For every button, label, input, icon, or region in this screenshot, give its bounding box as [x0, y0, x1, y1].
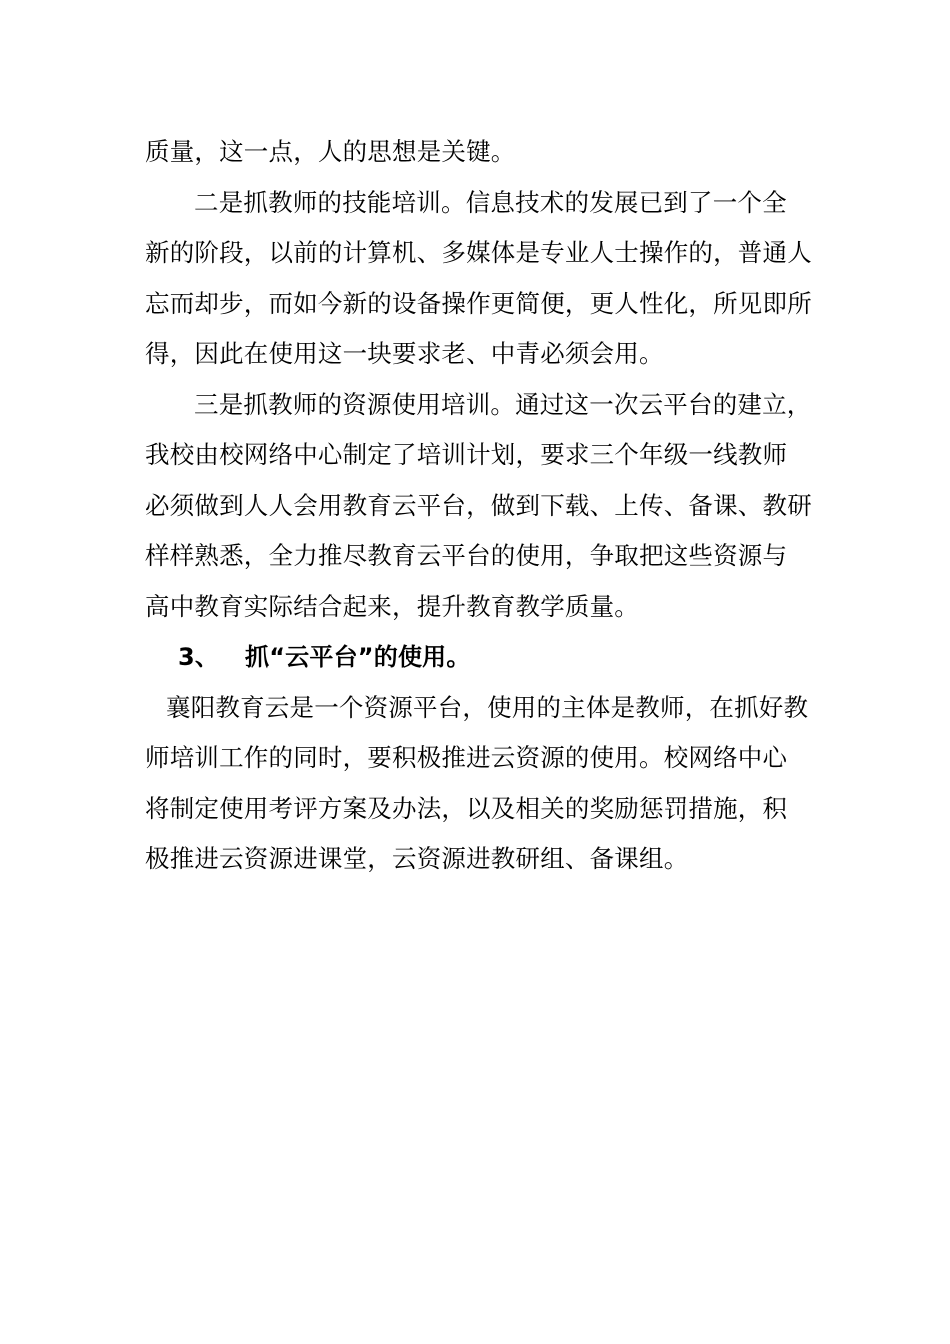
- paragraph-line: 三是抓教师的资源使用培训。通过这一次云平台的建立，: [194, 389, 812, 419]
- paragraph-line: 得，因此在使用这一块要求老、中青必须会用。: [145, 339, 664, 368]
- paragraph-line: 高中教育实际结合起来，提升教育教学质量。: [145, 591, 639, 621]
- paragraph-line: 极推进云资源进课堂，云资源进教研组、备课组。: [145, 844, 689, 873]
- paragraph-line: 质量，这一点，人的思想是关键。: [145, 137, 516, 166]
- section-heading: [145, 632, 815, 683]
- paragraph-line: 襄阳教育云是一个资源平台，使用的主体是教师，在抓好教: [166, 692, 809, 722]
- section-heading-number: 3、: [178, 643, 220, 671]
- paragraph-line: 样样熟悉，全力推尽教育云平台的使用，争取把这些资源与: [145, 541, 788, 570]
- paragraph-line: 将制定使用考评方案及办法，以及相关的奖励惩罚措施，积: [145, 793, 788, 823]
- paragraph-line: 我校由校网络中心制定了培训计划，要求三个年级一线教师: [145, 440, 788, 469]
- paragraph-line: 二是抓教师的技能培训。信息技术的发展已到了一个全: [194, 187, 787, 217]
- paragraph-line: 新的阶段，以前的计算机、多媒体是专业人士操作的，普通人: [145, 238, 812, 267]
- paragraph-line: 忘而却步，而如今新的设备操作更简便，更人性化，所见即所: [145, 288, 812, 318]
- document-body: [145, 127, 815, 885]
- paragraph-line: 师培训工作的同时，要积极推进云资源的使用。校网络中心: [145, 743, 788, 772]
- paragraph-line: 必须做到人人会用教育云平台，做到下载、上传、备课、教研: [145, 490, 812, 520]
- section-heading-text: 抓“云平台”的使用。: [245, 643, 471, 671]
